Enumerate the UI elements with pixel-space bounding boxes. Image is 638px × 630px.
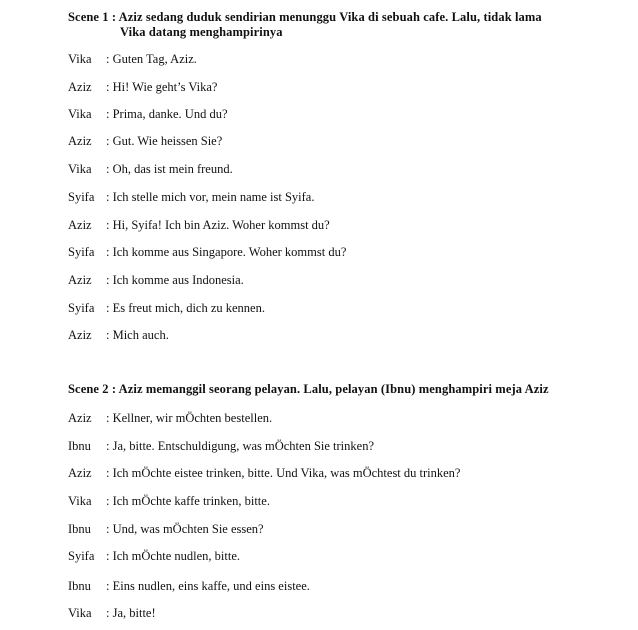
scene-1-heading bbox=[68, 10, 542, 40]
utterance: : Ich stelle mich vor, mein name ist Syifa. bbox=[106, 190, 315, 204]
scene-2-heading bbox=[68, 382, 549, 397]
speaker-name: Aziz bbox=[68, 411, 92, 425]
speaker-name: Aziz bbox=[68, 273, 92, 287]
utterance: : Ja, bitte! bbox=[106, 606, 156, 620]
dialogue-line bbox=[68, 522, 264, 537]
dialogue-line bbox=[68, 162, 233, 177]
speaker-name: Vika bbox=[68, 162, 92, 176]
dialogue-line bbox=[68, 80, 217, 95]
speaker-name: Syifa bbox=[68, 190, 95, 204]
dialogue-line bbox=[68, 439, 374, 454]
utterance: : Ich mÖchte kaffe trinken, bitte. bbox=[106, 494, 270, 508]
dialogue-line bbox=[68, 549, 240, 564]
speaker-name: Syifa bbox=[68, 549, 95, 563]
dialogue-line bbox=[68, 245, 346, 260]
utterance: : Ich mÖchte nudlen, bitte. bbox=[106, 549, 240, 563]
speaker-name: Syifa bbox=[68, 301, 95, 315]
scene-2-heading-line-1: Scene 2 : Aziz memanggil seorang pelayan. Lalu, pelayan (Ibnu) menghampiri meja Aziz bbox=[68, 382, 549, 396]
speaker-name: Aziz bbox=[68, 218, 92, 232]
speaker-name: Aziz bbox=[68, 328, 92, 342]
speaker-name: Aziz bbox=[68, 134, 92, 148]
utterance: : Prima, danke. Und du? bbox=[106, 107, 228, 121]
speaker-name: Vika bbox=[68, 606, 92, 620]
dialogue-line bbox=[68, 218, 330, 233]
utterance: : Und, was mÖchten Sie essen? bbox=[106, 522, 264, 536]
dialogue-line bbox=[68, 494, 270, 509]
speaker-name: Vika bbox=[68, 52, 92, 66]
dialogue-line bbox=[68, 301, 265, 316]
utterance: : Gut. Wie heissen Sie? bbox=[106, 134, 223, 148]
utterance: : Ich komme aus Indonesia. bbox=[106, 273, 244, 287]
utterance: : Ja, bitte. Entschuldigung, was mÖchten Sie trinken? bbox=[106, 439, 375, 453]
utterance: : Oh, das ist mein freund. bbox=[106, 162, 233, 176]
dialogue-line bbox=[68, 52, 197, 67]
dialogue-line bbox=[68, 579, 310, 594]
scene-1-heading-line-2: Vika datang menghampirinya bbox=[120, 25, 283, 39]
utterance: : Mich auch. bbox=[106, 328, 169, 342]
utterance: : Kellner, wir mÖchten bestellen. bbox=[106, 411, 273, 425]
dialogue-line bbox=[68, 466, 460, 481]
speaker-name: Aziz bbox=[68, 466, 92, 480]
speaker-name: Syifa bbox=[68, 245, 95, 259]
dialogue-line bbox=[68, 190, 314, 205]
speaker-name: Ibnu bbox=[68, 579, 91, 593]
utterance: : Guten Tag, Aziz. bbox=[106, 52, 197, 66]
dialogue-line bbox=[68, 134, 222, 149]
speaker-name: Ibnu bbox=[68, 439, 91, 453]
utterance: : Ich mÖchte eistee trinken, bitte. Und Vika, was mÖchtest du trinken? bbox=[106, 466, 461, 480]
utterance: : Hi! Wie geht’s Vika? bbox=[106, 80, 218, 94]
dialogue-line bbox=[68, 107, 228, 122]
speaker-name: Aziz bbox=[68, 80, 92, 94]
utterance: : Eins nudlen, eins kaffe, und eins eistee. bbox=[106, 579, 310, 593]
dialogue-line bbox=[68, 606, 156, 621]
dialogue-line bbox=[68, 328, 169, 343]
scene-1-heading-line-1: Scene 1 : Aziz sedang duduk sendirian menunggu Vika di sebuah cafe. Lalu, tidak lama bbox=[68, 10, 542, 24]
utterance: : Ich komme aus Singapore. Woher kommst du? bbox=[106, 245, 347, 259]
speaker-name: Ibnu bbox=[68, 522, 91, 536]
utterance: : Hi, Syifa! Ich bin Aziz. Woher kommst du? bbox=[106, 218, 330, 232]
utterance: : Es freut mich, dich zu kennen. bbox=[106, 301, 265, 315]
dialogue-line bbox=[68, 411, 272, 426]
speaker-name: Vika bbox=[68, 494, 92, 508]
dialogue-line bbox=[68, 273, 244, 288]
speaker-name: Vika bbox=[68, 107, 92, 121]
